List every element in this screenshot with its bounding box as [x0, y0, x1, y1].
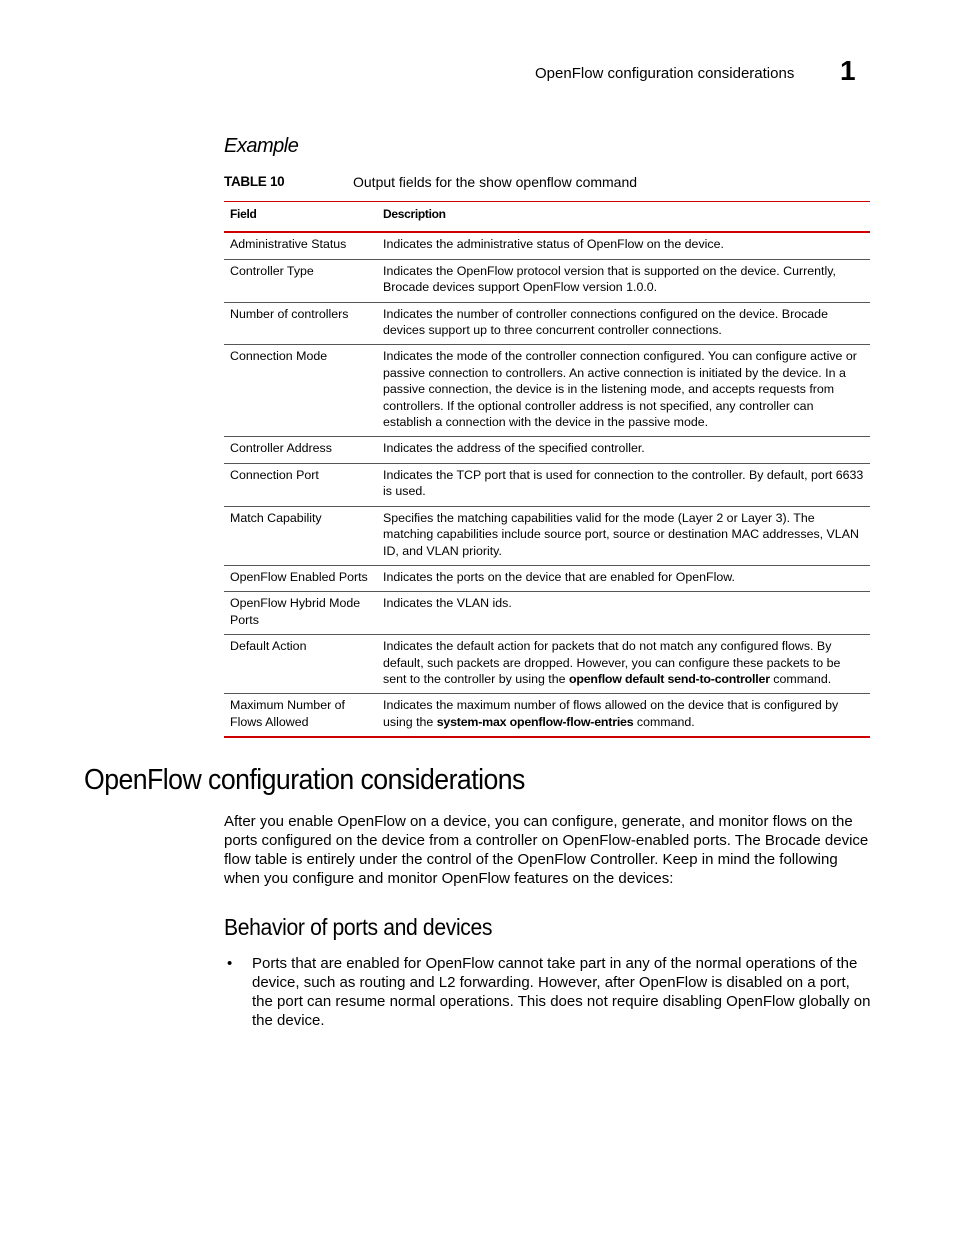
- field-cell: Controller Address: [224, 437, 377, 463]
- description-cell: Indicates the OpenFlow protocol version that is supported on the device. Currently, Brocade devices support OpenFlow version 1.0.0.: [377, 259, 870, 302]
- list-item: [224, 954, 872, 1030]
- description-cell: Indicates the VLAN ids.: [377, 592, 870, 635]
- output-fields-table: [224, 201, 870, 738]
- table-row: [224, 506, 870, 565]
- field-cell: Default Action: [224, 635, 377, 694]
- field-cell: Number of controllers: [224, 302, 377, 345]
- field-cell: Maximum Number of Flows Allowed: [230, 698, 345, 729]
- bullet-mark: •: [227, 955, 233, 972]
- description-cell: [377, 635, 870, 694]
- field-cell: Match Capability: [224, 506, 377, 565]
- description-cell: [377, 694, 870, 737]
- field-cell: Administrative Status: [224, 232, 377, 259]
- field-cell: OpenFlow Hybrid Mode Ports: [224, 592, 377, 635]
- column-header-description: Description: [377, 202, 870, 233]
- section-title: OpenFlow configuration considerations: [84, 764, 525, 796]
- table-row: [224, 694, 870, 737]
- description-text: Indicates the default action for packets that do not match any configured flows. By default, such packets are dropped. However, you can configure these packets to be sent to the controller by using the: [383, 639, 841, 686]
- description-cell: Indicates the administrative status of OpenFlow on the device.: [377, 232, 870, 259]
- table-row: [224, 345, 870, 437]
- description-text: Indicates the maximum number of flows allowed on the device that is configured by using the: [383, 698, 839, 729]
- table-row: [224, 232, 870, 259]
- table-header-row: [224, 202, 870, 233]
- table-row: [224, 302, 870, 345]
- table-row: [224, 437, 870, 463]
- table-caption-text: Output fields for the show openflow command: [353, 174, 638, 190]
- bullet-text: Ports that are enabled for OpenFlow cannot take part in any of the normal operations of the device, such as routing and L2 forwarding. However, after OpenFlow is disabled on a port, the port can resume normal operations. This does not require disabling OpenFlow globally on the device.: [252, 955, 871, 1029]
- running-header-title: OpenFlow configuration considerations: [535, 65, 795, 82]
- table-row: [224, 565, 870, 591]
- subsection-title: Behavior of ports and devices: [224, 914, 493, 940]
- field-cell: Connection Port: [224, 463, 377, 506]
- command-name: system-max openflow-flow-entries: [436, 714, 634, 729]
- section-paragraph: After you enable OpenFlow on a device, you can configure, generate, and monitor flows on the ports configured on the device from a controller on OpenFlow-enabled ports. The Brocade device flow table is entirely under the control of the OpenFlow Controller. Keep in mind the following when you configure and monitor OpenFlow features on the devices:: [224, 813, 869, 887]
- table-caption-label: TABLE 10: [224, 174, 285, 189]
- command-name: openflow default send-to-controller: [568, 671, 770, 686]
- table-row: [224, 592, 870, 635]
- bullet-list: [224, 954, 872, 1030]
- example-heading: Example: [224, 135, 299, 157]
- description-cell: Specifies the matching capabilities valid for the mode (Layer 2 or Layer 3). The matching capabilities include source port, source or destination MAC addresses, VLAN ID, and VLAN priority.: [377, 506, 870, 565]
- field-cell: Controller Type: [224, 259, 377, 302]
- description-text: command.: [633, 714, 695, 729]
- table-row: [224, 635, 870, 694]
- column-header-field: Field: [224, 202, 377, 233]
- chapter-number: 1: [840, 55, 856, 86]
- description-text: command.: [769, 671, 832, 686]
- description-cell: Indicates the mode of the controller connection configured. You can configure active or passive connection to controllers. An active connection is initiated by the device. In a passive connection, the device is in the listening mode, and accepts requests from controllers. If the optional controller address is not specified, any controller can establish a connection with the device in the passive mode.: [377, 345, 870, 437]
- description-cell: Indicates the number of controller connections configured on the device. Brocade devices support up to three concurrent controller connections.: [377, 302, 870, 345]
- description-cell: Indicates the address of the specified controller.: [377, 437, 870, 463]
- field-cell: Connection Mode: [224, 345, 377, 437]
- description-cell: Indicates the ports on the device that are enabled for OpenFlow.: [377, 565, 870, 591]
- table-row: [224, 259, 870, 302]
- table-row: [224, 463, 870, 506]
- field-cell: OpenFlow Enabled Ports: [224, 565, 377, 591]
- description-cell: Indicates the TCP port that is used for connection to the controller. By default, port 6633 is used.: [377, 463, 870, 506]
